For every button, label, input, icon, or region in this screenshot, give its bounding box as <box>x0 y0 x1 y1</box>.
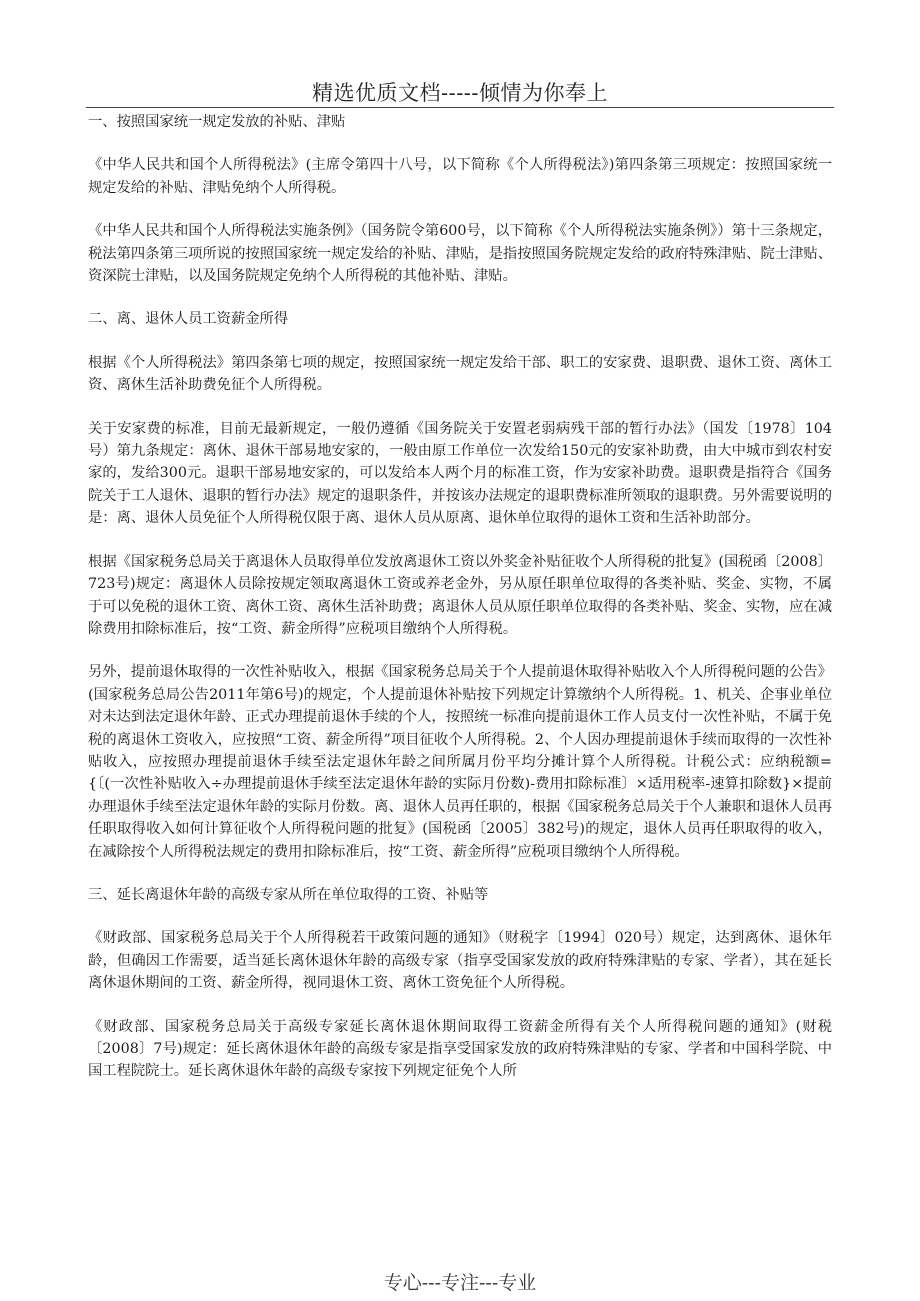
body-paragraph: 根据《个人所得税法》第四条第七项的规定，按照国家统一规定发给干部、职工的安家费、退职费、退休工资、离休工资、离休生活补助费免征个人所得税。 <box>88 354 832 394</box>
document-body <box>88 111 832 1104</box>
body-paragraph: 《财政部、国家税务总局关于个人所得税若干政策问题的通知》（财税字〔1994〕020号）规定，达到离休、退休年龄，但确因工作需要，适当延长离休退休年龄的高级专家（指享受国家发放的政府特殊津贴的专家、学者），其在延长离休退休期间的工资、薪金所得，视同退休工资、离休工资免征个人所得税。 <box>88 930 832 992</box>
header-divider <box>86 107 834 108</box>
section-heading-1: 一、按照国家统一规定发放的补贴、津贴 <box>88 114 346 130</box>
body-paragraph: 《财政部、国家税务总局关于高级专家延长离休退休期间取得工资薪金所得有关个人所得税问题的通知》(财税〔2008〕7号)规定：延长离休退休年龄的高级专家是指享受国家发放的政府特殊津贴的专家、学者和中国科学院、中国工程院院士。延长离休退休年龄的高级专家按下列规定征免个人所 <box>88 1018 832 1080</box>
page-footer: 专心---专注---专业 <box>383 1272 537 1294</box>
body-paragraph: 《中华人民共和国个人所得税法》(主席令第四十八号，以下简称《个人所得税法》)第四条第三项规定：按照国家统一规定发给的补贴、津贴免纳个人所得税。 <box>88 157 832 196</box>
section-heading-3: 三、延长离退休年龄的高级专家从所在单位取得的工资、补贴等 <box>88 886 489 903</box>
body-paragraph: 《中华人民共和国个人所得税法实施条例》（国务院令第600号，以下简称《个人所得税法实施条例》）第十三条规定，税法第四条第三项所说的按照国家统一规定发给的补贴、津贴，是指按照国务院规定发给的政府特殊津贴、院士津贴、资深院士津贴，以及国务院规定免纳个人所得税的其他补贴、津贴。 <box>88 223 832 285</box>
section-heading-2: 二、离、退休人员工资薪金所得 <box>88 311 289 328</box>
body-paragraph: 另外，提前退休取得的一次性补贴收入，根据《国家税务总局关于个人提前退休取得补贴收入个人所得税问题的公告》(国家税务总局公告2011年第6号)的规定，个人提前退休补贴按下列规定计算缴纳个人所得税。1、机关、企事业单位对未达到法定退休年龄、正式办理提前退休手续的个人，按照统一标准向提前退休工作人员支付一次性补贴，不属于免税的离退休工资收入，应按照“工资、薪金所得”项目征收个人所得税。2、个人因办理提前退休手续而取得的一次性补贴收入，应按照办理提前退休手续至法定退休年龄之间所属月份平均分摊计算个人所得税。计税公式：应纳税额={〔(一次性补贴收入÷办理提前退休手续至法定退休年龄的实际月份数)-费用扣除标准〕×适用税率-速算扣除数}×提前办理退休手续至法定退休年龄的实际月份数。离、退休人员再任职的，根据《国家税务总局关于个人兼职和退休人员再任职取得收入如何计算征收个人所得税问题的批复》(国税函〔2005〕382号)的规定，退休人员再任职取得的收入，在减除按个人所得税法规定的费用扣除标准后，按“工资、薪金所得”应税项目缴纳个人所得税。 <box>88 664 832 860</box>
body-paragraph: 根据《国家税务总局关于离退休人员取得单位发放离退休工资以外奖金补贴征收个人所得税的批复》(国税函〔2008〕723号)规定：离退休人员除按规定领取离退休工资或养老金外，另从原任职单位取得的各类补贴、奖金、实物，不属于可以免税的退休工资、离休工资、离休生活补助费；离退休人员从原任职单位取得的各类补贴、奖金、实物，应在减除费用扣除标准后，按“工资、薪金所得”应税项目缴纳个人所得税。 <box>88 553 832 637</box>
body-paragraph: 关于安家费的标准，目前无最新规定，一般仍遵循《国务院关于安置老弱病残干部的暂行办法》（国发〔1978〕104号）第九条规定：离休、退休干部易地安家的，一般由原工作单位一次发给150元的安家补助费，由大中城市到农村安家的，发给300元。退职干部易地安家的，可以发给本人两个月的标准工资，作为安家补助费。退职费是指符合《国务院关于工人退休、退职的暂行办法》规定的退职条件，并按该办法规定的退职费标准所领取的退职费。另外需要说明的是：离、退休人员免征个人所得税仅限于离、退休人员从原离、退休单位取得的退休工资和生活补助部分。 <box>88 420 832 527</box>
page-header: 精选优质文档-----倾情为你奉上 <box>312 81 608 105</box>
